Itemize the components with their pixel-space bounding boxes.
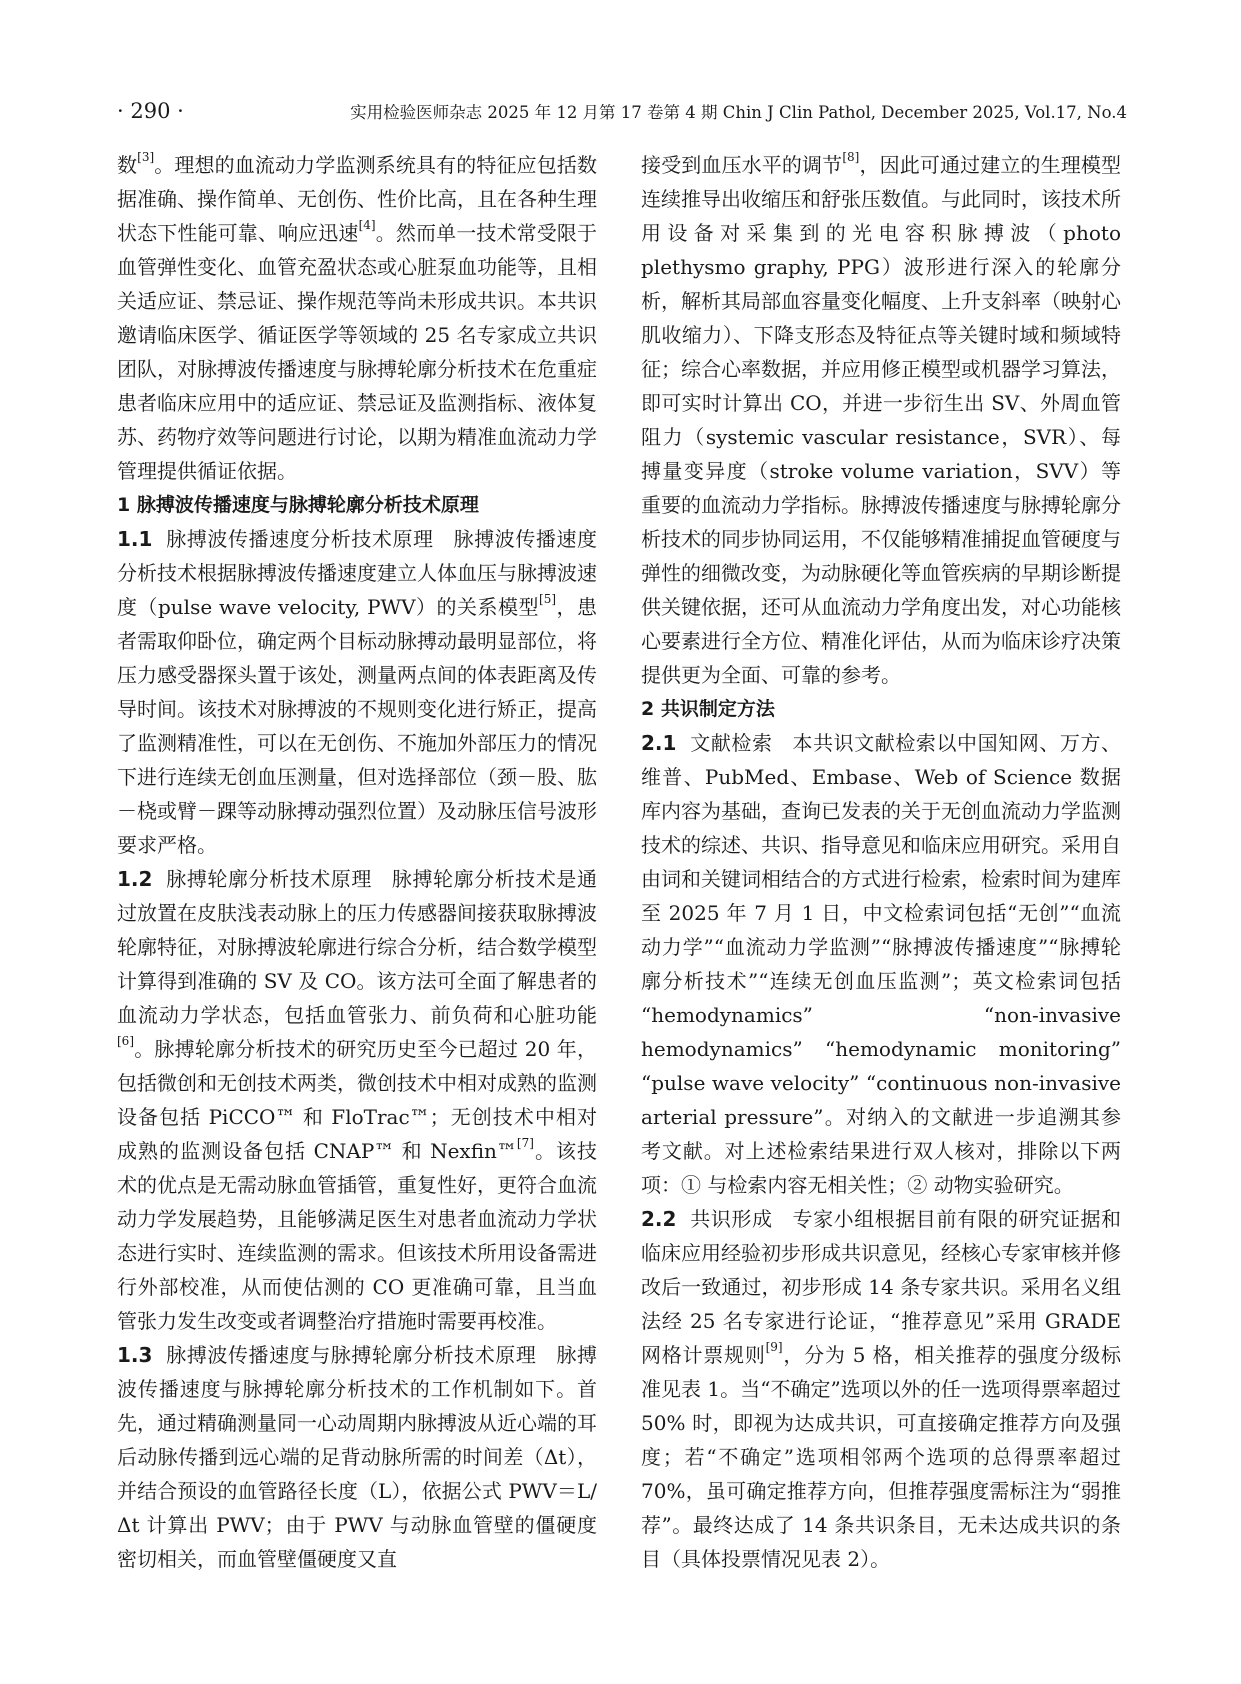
citation: [5] bbox=[539, 592, 557, 606]
citation: [8] bbox=[842, 150, 860, 164]
subsection-title: 脉搏轮廓分析技术原理 bbox=[166, 867, 372, 891]
citation: [6] bbox=[117, 1034, 134, 1048]
subsection-title: 脉搏波传播速度与脉搏轮廓分析技术原理 bbox=[166, 1343, 537, 1367]
subsection-number: 2.1 bbox=[641, 731, 677, 755]
subsection-number: 2.2 bbox=[641, 1207, 677, 1231]
citation: [9] bbox=[765, 1340, 783, 1354]
journal-running-head: 实用检验医师杂志 2025 年 12 月第 17 卷第 4 期 Chin J Clin Pathol, December 2025, Vol.17, No.4 bbox=[350, 103, 1127, 122]
subsection-title: 脉搏波传播速度分析技术原理 bbox=[166, 527, 434, 551]
page-number: · 290 · bbox=[117, 99, 184, 123]
subsection-title: 共识形成 bbox=[690, 1207, 773, 1231]
left-column bbox=[117, 148, 597, 1648]
subsection-number: 1.3 bbox=[117, 1343, 153, 1367]
section-heading-2: 2 共识制定方法 bbox=[641, 698, 775, 720]
subsection-number: 1.1 bbox=[117, 527, 153, 551]
continued-paragraph: 接受到血压水平的调节[8]，因此可通过建立的生理模型连续推导出收缩压和舒张压数值。与此同时，该技术所用设备对采集到的光电容积脉搏波（photo plethysmo graphy, PPG）波形进行深入的轮廓分析，解析其局部血容量变化幅度、上升支斜率（映射心肌收缩力）、下降支形态及特征点等关键时域和频域特征；综合心率数据，并应用修正模型或机器学习算法，即可实时计算出 CO，并进一步衍生出 SV、外周血管阻力（systemic vascular resistance，SVR）、每搏量变异度（stroke volume variation，SVV）等重要的血流动力学指标。脉搏波传播速度与脉搏轮廓分析技术的同步协同运用，不仅能够精准捕捉血管硬度与弹性的细微改变，为动脉硬化等血管疾病的早期诊断提供关键依据，还可从血流动力学角度出发，对心功能核心要素进行全方位、精准化评估，从而为临床诊疗决策提供更为全面、可靠的参考。 bbox=[641, 150, 1121, 687]
section-heading-1: 1 脉搏波传播速度与脉搏轮廓分析技术原理 bbox=[117, 494, 479, 516]
subsection-number: 1.2 bbox=[117, 867, 153, 891]
citation: [7] bbox=[516, 1136, 534, 1150]
intro-paragraph: 数[3]。理想的血流动力学监测系统具有的特征应包括数据准确、操作简单、无创伤、性价比高，且在各种生理状态下性能可靠、响应迅速[4]。然而单一技术常受限于血管弹性变化、血管充盈状态或心脏泵血功能等，且相关适应证、禁忌证、操作规范等尚未形成共识。本共识邀请临床医学、循证医学等领域的 25 名专家成立共识团队，对脉搏波传播速度与脉搏轮廓分析技术在危重症患者临床应用中的适应证、禁忌证及监测指标、液体复苏、药物疗效等问题进行讨论，以期为精准血流动力学管理提供循证依据。 bbox=[117, 150, 597, 483]
subsection-2-1: 2.1 文献检索 本共识文献检索以中国知网、万方、维普、PubMed、Embase、Web of Science 数据库内容为基础，查询已发表的关于无创血流动力学监测技术的综述、共识、指导意见和临床应用研究。采用自由词和关键词相结合的方式进行检索，检索时间为建库至 2025 年 7 月 1 日，中文检索词包括“无创”“血流动力学”“血流动力学监测”“脉搏波传播速度”“脉搏轮廓分析技术”“连续无创血压监测”；英文检索词包括 “hemodynamics” “non-invasive hemodynamics” “hemodynamic monitoring” “pulse wave velocity” “continuous non-invasive arterial pressure”。对纳入的文献进一步追溯其参考文献。对上述检索结果进行双人核对，排除以下两项：① 与检索内容无相关性；② 动物实验研究。 bbox=[641, 731, 1121, 1197]
subsection-1-2: 1.2 脉搏轮廓分析技术原理 脉搏轮廓分析技术是通过放置在皮肤浅表动脉上的压力传感器间接获取脉搏波轮廓特征，对脉搏波轮廓进行综合分析，结合数学模型计算得到准确的 SV 及 CO。该方法可全面了解患者的血流动力学状态，包括血管张力、前负荷和心脏功能[6]。脉搏轮廓分析技术的研究历史至今已超过 20 年，包括微创和无创技术两类，微创技术中相对成熟的监测设备包括 PiCCO™ 和 FloTrac™；无创技术中相对成熟的监测设备包括 CNAP™ 和 Nexfin™[7]。该技术的优点是无需动脉血管插管，重复性好，更符合血流动力学发展趋势，且能够满足医生对患者血流动力学状态进行实时、连续监测的需求。但该技术所用设备需进行外部校准，从而使估测的 CO 更准确可靠，且当血管张力发生改变或者调整治疗措施时需要再校准。 bbox=[117, 867, 597, 1333]
subsection-2-2: 2.2 共识形成 专家小组根据目前有限的研究证据和临床应用经验初步形成共识意见，经核心专家审核并修改后一致通过，初步形成 14 条专家共识。采用名义组法经 25 名专家进行论证，“推荐意见”采用 GRADE 网格计票规则[9]，分为 5 格，相关推荐的强度分级标准见表 1。当“不确定”选项以外的任一选项得票率超过 50% 时，即视为达成共识，可直接确定推荐方向及强度；若“不确定”选项相邻两个选项的总得票率超过 70%，虽可确定推荐方向，但推荐强度需标注为“弱推荐”。最终达成了 14 条共识条目，无未达成共识的条目（具体投票情况见表 2）。 bbox=[641, 1207, 1121, 1571]
page-header bbox=[117, 96, 1127, 132]
right-column bbox=[641, 148, 1121, 1648]
citation: [3] bbox=[137, 150, 155, 164]
subsection-1-3: 1.3 脉搏波传播速度与脉搏轮廓分析技术原理 脉搏波传播速度与脉搏轮廓分析技术的工作机制如下。首先，通过精确测量同一心动周期内脉搏波从近心端的耳后动脉传播到远心端的足背动脉所需的时间差（Δt），并结合预设的血管路径长度（L），依据公式 PWV＝L/Δt 计算出 PWV；由于 PWV 与动脉血管壁的僵硬度密切相关，而血管壁僵硬度又直 bbox=[117, 1343, 597, 1571]
citation: [4] bbox=[358, 218, 376, 232]
subsection-title: 文献检索 bbox=[690, 731, 773, 755]
subsection-1-1: 1.1 脉搏波传播速度分析技术原理 脉搏波传播速度分析技术根据脉搏波传播速度建立人体血压与脉搏波速度（pulse wave velocity, PWV）的关系模型[5]，患者需取仰卧位，确定两个目标动脉搏动最明显部位，将压力感受器探头置于该处，测量两点间的体表距离及传导时间。该技术对脉搏波的不规则变化进行矫正，提高了监测精准性，可以在无创伤、不施加外部压力的情况下进行连续无创血压测量，但对选择部位（颈－股、肱－桡或臂－踝等动脉搏动强烈位置）及动脉压信号波形要求严格。 bbox=[117, 527, 597, 857]
